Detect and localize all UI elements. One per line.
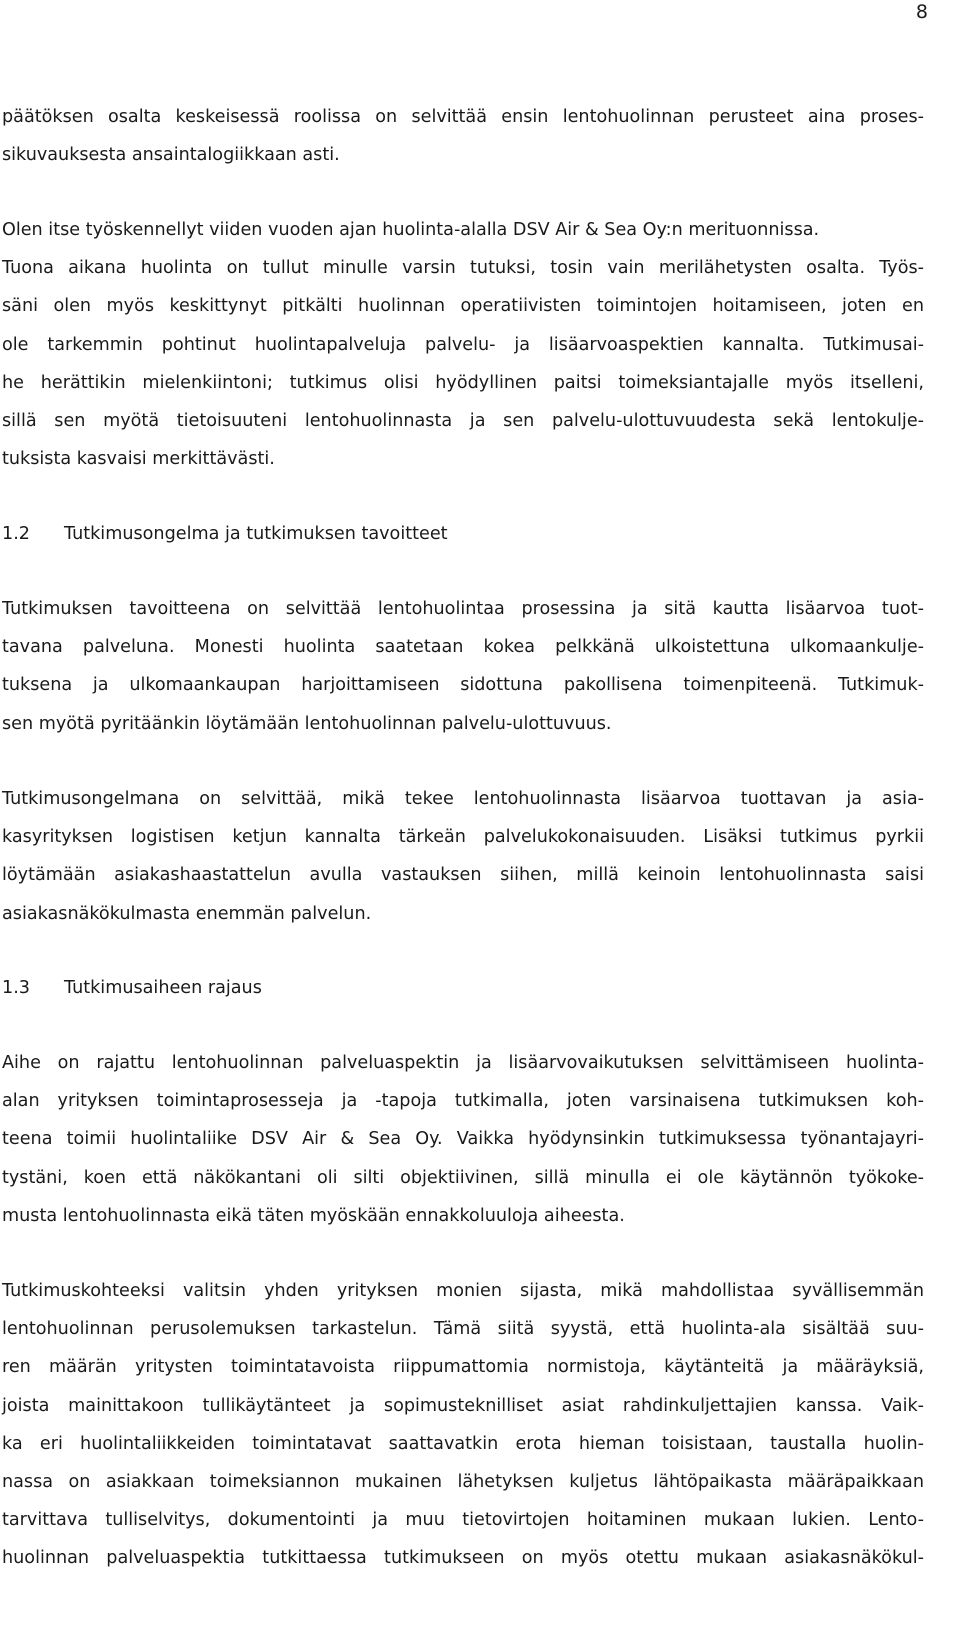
text-line: sen myötä pyritäänkin löytämään lentohuolinnan palvelu-ulottuvuus.	[2, 713, 612, 734]
text-line: Tutkimuksen tavoitteena on selvittää lentohuolintaa prosessina ja sitä kautta lisäarvoa tuot-	[2, 599, 924, 619]
text-line: joista mainittakoon tullikäytänteet ja sopimusteknilliset asiat rahdinkuljettajien kanssa. Vaik-	[2, 1395, 924, 1416]
text-line: säni olen myös keskittynyt pitkälti huolinnan operatiivisten toimintojen hoitamiseen, joten en	[2, 296, 924, 317]
paragraph-continuation	[2, 98, 924, 174]
text-line: sillä sen myötä tietoisuuteni lentohuolinnasta ja sen palvelu-ulottuvuudesta sekä lentokulje-	[2, 410, 924, 431]
section-number: 1.3	[2, 978, 30, 998]
text-line: lentohuolinnan perusolemuksen tarkastelun. Tämä siitä syystä, että huolinta-ala sisältää suu-	[2, 1319, 924, 1340]
text-line: Tutkimusongelmana on selvittää, mikä tekee lentohuolinnasta lisäarvoa tuottavan ja asia-	[2, 789, 924, 809]
section-heading	[2, 515, 448, 553]
text-line: tavana palveluna. Monesti huolinta saatetaan kokea pelkkänä ulkoistettuna ulkomaankulje-	[2, 637, 924, 658]
text-line: ren määrän yritysten toimintatavoista riippumattomia normistoja, käytänteitä ja määräyksiä,	[2, 1357, 924, 1378]
text-line: tystäni, koen että näkökantani oli silti objektiivinen, sillä minulla ei ole käytännön työkoke-	[2, 1167, 924, 1188]
text-line: löytämään asiakashaastattelun avulla vastauksen siihen, millä keinoin lentohuolinnasta saisi	[2, 865, 924, 886]
text-line: musta lentohuolinnasta eikä täten myöskään ennakkoluuloja aiheesta.	[2, 1205, 625, 1226]
text-line: päätöksen osalta keskeisessä roolissa on selvittää ensin lentohuolinnan perusteet aina proses-	[2, 107, 924, 127]
text-line: Tuona aikana huolinta on tullut minulle varsin tutuksi, tosin vain merilähetysten osalta. Työs-	[2, 258, 924, 279]
section-number: 1.2	[2, 524, 30, 544]
section-heading	[2, 969, 262, 1007]
text-line: ka eri huolintaliikkeiden toimintatavat saattavatkin erota hieman toisistaan, taustalla huolin-	[2, 1433, 924, 1454]
paragraph-case-company	[2, 1272, 924, 1578]
text-line: huolinnan palveluaspektia tutkittaessa tutkimukseen on myös otettu mukaan asiakasnäkökul-	[2, 1548, 924, 1569]
paragraph-problem	[2, 780, 924, 933]
paragraph-scope	[2, 1044, 924, 1235]
text-line: he herättikin mielenkiintoni; tutkimus olisi hyödyllinen paitsi toimeksiantajalle myös itselleni,	[2, 372, 924, 393]
text-line: asiakasnäkökulmasta enemmän palvelun.	[2, 903, 372, 924]
section-title: Tutkimusongelma ja tutkimuksen tavoitteet	[64, 524, 448, 544]
text-line: tuksena ja ulkomaankaupan harjoittamiseen sidottuna pakollisena toimenpiteenä. Tutkimuk-	[2, 675, 924, 696]
text-line: kasyrityksen logistisen ketjun kannalta tärkeän palvelukokonaisuuden. Lisäksi tutkimus pyrkii	[2, 827, 924, 848]
text-line: alan yrityksen toimintaprosesseja ja -tapoja tutkimalla, joten varsinaisena tutkimuksen koh-	[2, 1091, 924, 1112]
text-line: Aihe on rajattu lentohuolinnan palveluaspektin ja lisäarvovaikutuksen selvittämiseen huolinta-	[2, 1053, 924, 1073]
paragraph-background	[2, 211, 924, 478]
text-line: tuksista kasvaisi merkittävästi.	[2, 449, 275, 470]
text-line: Olen itse työskennellyt viiden vuoden ajan huolinta-alalla DSV Air & Sea Oy:n merituonnissa.	[2, 220, 820, 240]
text-line: Tutkimuskohteeksi valitsin yhden yrityksen monien sijasta, mikä mahdollistaa syvällisemmän	[2, 1281, 924, 1301]
text-line: nassa on asiakkaan toimeksiannon mukainen lähetyksen kuljetus lähtöpaikasta määräpaikkaan	[2, 1471, 924, 1492]
text-line: teena toimii huolintaliike DSV Air & Sea Oy. Vaikka hyödynsinkin tutkimuksessa työnantajayri-	[2, 1129, 924, 1150]
text-line: sikuvauksesta ansaintalogiikkaan asti.	[2, 145, 340, 166]
section-title: Tutkimusaiheen rajaus	[64, 978, 262, 998]
text-line: tarvittava tulliselvitys, dokumentointi ja muu tietovirtojen hoitaminen mukaan lukien. Lento-	[2, 1510, 924, 1531]
text-line: ole tarkemmin pohtinut huolintapalveluja palvelu- ja lisäarvoaspektien kannalta. Tutkimusai-	[2, 334, 924, 355]
paragraph-goals	[2, 590, 924, 743]
page-number: 8	[915, 1, 928, 23]
